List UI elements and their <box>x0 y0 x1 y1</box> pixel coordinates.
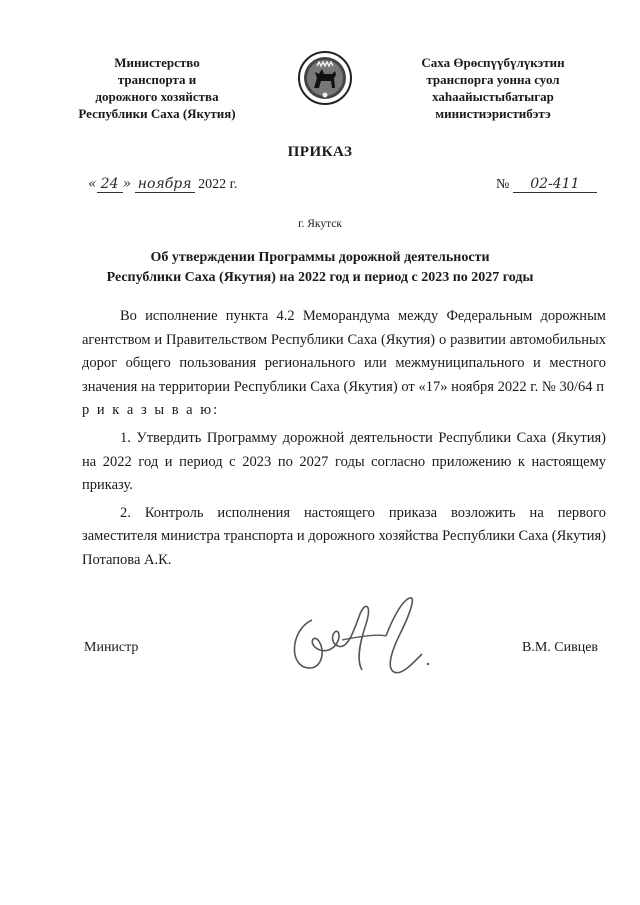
number-prefix: № <box>496 177 510 192</box>
order-phrase: п р и к а з ы в а ю: <box>82 378 606 419</box>
order-date <box>88 176 237 193</box>
date-day: 24 <box>97 176 123 193</box>
order-body <box>82 305 606 573</box>
number-value: 02-411 <box>513 176 597 193</box>
header-right-line: министиэристибэтэ <box>435 106 551 121</box>
signatory-title: Министр <box>84 640 139 655</box>
handwritten-signature <box>282 590 442 680</box>
header-right-line: Саха Өрөспүүбүлүкэтин <box>421 55 565 70</box>
header-right-line: транспорга уонна суол <box>426 72 560 87</box>
ministry-name-sakha <box>388 54 598 122</box>
subject-line: Об утверждении Программы дорожной деятельности <box>150 250 490 265</box>
order-number <box>496 176 597 193</box>
signatory-name: В.М. Сивцев <box>522 640 599 655</box>
header-left-line: транспорта и <box>117 72 197 87</box>
date-close-quote: » <box>122 176 132 192</box>
preamble-text: Во исполнение пункта 4.2 Меморандума между Федеральным дорожным агентством и Правительством Республики Саха (Якутия) о развитии автомобильных дорог общего пользования регионального или межмуниципального и местного значения на территории Республики Саха (Якутия) от «17» ноября 2022 г. № 30/64 <box>82 308 606 395</box>
preamble-paragraph <box>82 305 606 423</box>
ministry-name-ru <box>52 54 262 122</box>
date-open-quote: « <box>88 176 97 192</box>
header-left-line: Республики Саха (Якутия) <box>78 106 236 121</box>
order-subject <box>0 248 640 288</box>
subject-line: Республики Саха (Якутия) на 2022 год и период с 2023 по 2027 годы <box>106 270 534 285</box>
date-year: 2022 г. <box>198 177 238 192</box>
header-left-line: Министерство <box>114 55 200 70</box>
clause-2: 2. Контроль исполнения настоящего приказа возложить на первого заместителя министра транспорта и дорожного хозяйства Республики Саха (Якутия) Потапова А.К. <box>82 504 606 568</box>
date-month: ноября <box>135 176 195 193</box>
coat-of-arms-icon <box>297 50 353 106</box>
header-right-line: хаһаайыстыбатыгар <box>432 89 554 104</box>
city: г. Якутск <box>298 218 342 230</box>
header-left-line: дорожного хозяйства <box>95 89 219 104</box>
document-title: ПРИКАЗ <box>287 144 353 160</box>
clause-1: 1. Утвердить Программу дорожной деятельности Республики Саха (Якутия) на 2022 год и период с 2023 по 2027 годы согласно приложению к настоящему приказу. <box>82 429 606 494</box>
